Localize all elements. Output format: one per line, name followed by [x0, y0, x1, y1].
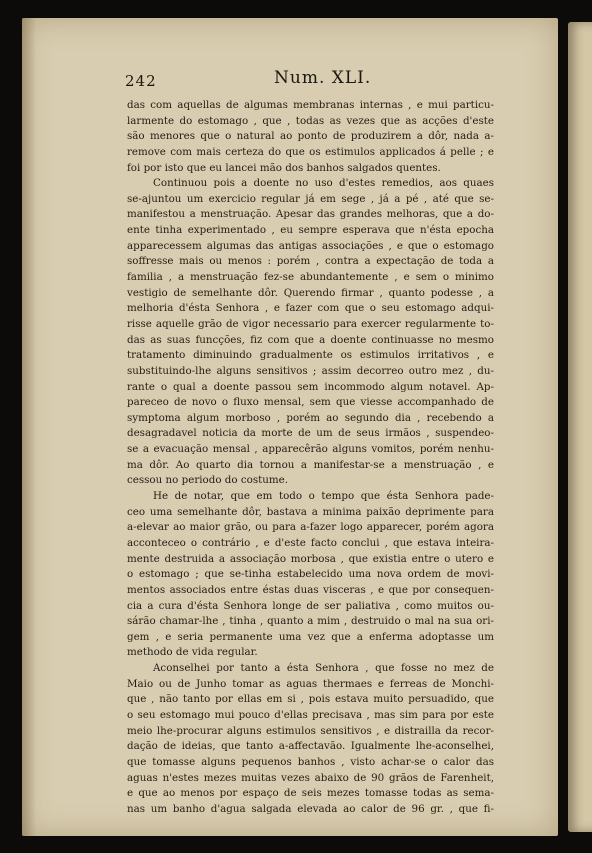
text-line: a-elevar ao maior grão, ou para a-fazer logo apparecer, porém agora — [127, 521, 494, 534]
text-line: são menores que o natural ao ponto de produzirem a dôr, nada a- — [127, 130, 494, 143]
text-line: cessou no periodo do costume. — [127, 474, 289, 487]
text-line: melhoria d'ésta Senhora , e fazer com que o seu estomago adqui- — [127, 302, 494, 315]
gutter-shadow — [22, 18, 36, 836]
text-line: manifestou a menstruação. Apesar das grandes melhoras, que a do- — [127, 208, 494, 221]
text-line: cia a cura d'ésta Senhora longe de ser paliativa , como muitos ou- — [127, 599, 494, 612]
text-line: ente tinha experimentado , eu sempre esperava que n'ésta epocha — [127, 224, 494, 237]
text-line: symptoma algum morboso , porém ao segundo dia , recebendo a — [127, 411, 494, 424]
text-line: sárão chamar-lhe , tinha , quanto a mim , destruido o mal na sua ori- — [127, 615, 494, 628]
text-line: larmente do estomago , que , todas as vezes que as acções d'este — [127, 114, 494, 127]
text-line: He de notar, que em todo o tempo que ésta Senhora pade- — [153, 490, 494, 503]
text-line: das com aquellas de algumas membranas internas , e mui particu- — [127, 99, 494, 111]
text-line: se a evacuação mensal , apparecêrão alguns vomitos, porém nenhu- — [127, 443, 494, 456]
text-line: acconteceo o contrário , e d'este facto conclui , que estava inteira- — [127, 536, 494, 549]
text-line: substituindo-lhe alguns sensitivos ; assim decorreo outro mez , du- — [127, 364, 494, 377]
text-line: pareceo de novo o fluxo mensal, sem que viesse accompanhado de — [127, 396, 494, 409]
text-line: apparecessem algumas das antigas associações , e que o estomago — [127, 239, 494, 252]
running-title: Num. XLI. — [274, 68, 372, 88]
text-line: Continuou pois a doente no uso d'estes remedios, aos quaes — [153, 177, 494, 190]
text-line: aguas n'estes mezes muitas vezes abaixo de 90 grãos de Farenheit, — [127, 771, 494, 784]
text-line: familia , a menstruação fez-se abundantemente , e sem o minimo — [127, 271, 494, 284]
text-line: nas um banho d'agua salgada elevada ao calor de 96 gr. , que fi- — [127, 802, 494, 815]
text-line: Maio ou de Junho tomar as aguas thermaes e ferreas de Monchi- — [127, 677, 494, 690]
text-line: que , não tanto por ellas em si , pois estava muito persuadido, que — [127, 693, 494, 706]
text-line: o estomago ; que se-tinha estabelecido uma nova ordem de movi- — [127, 568, 494, 581]
text-line: foi por isto que eu lancei mão dos banhos salgados quentes. — [127, 161, 441, 174]
text-line: remove com mais certeza do que os estimulos applicados á pelle ; e — [127, 145, 494, 158]
text-line: Aconselhei por tanto a ésta Senhora , que fosse no mez de — [153, 662, 494, 675]
text-line: vestigio de semelhante dôr. Querendo firmar , quanto podesse , a — [127, 286, 494, 299]
text-line: mente destruida a associação morbosa , que existia entre o utero e — [127, 552, 494, 565]
text-line: soffresse mais ou menos : porém , contra a expectação de toda a — [127, 255, 494, 268]
text-line: mentos associados entre éstas duas visceras , e que por consequen- — [127, 583, 494, 596]
text-line: e que ao menos por espaço de seis mezes tomasse todas as sema- — [127, 787, 494, 800]
text-line: se-ajuntou um exercicio regular já em sege , já a pé , até que se- — [127, 192, 494, 205]
text-line: methodo de vida regular. — [127, 646, 258, 659]
body-text — [127, 98, 494, 817]
text-line: dação de ideias, que tanto a-affectavão. Igualmente lhe-aconselhei, — [127, 740, 494, 753]
text-line: desagradavel noticia da morte de um de seus irmãos , suspendeo- — [127, 427, 494, 440]
text-line: que tomasse alguns pequenos banhos , visto achar-se o calor das — [127, 755, 494, 768]
page-number: 242 — [125, 72, 157, 90]
text-line: o seu estomago mui pouco d'ellas precisava , mas sim para por este — [127, 708, 494, 721]
text-line: rante o qual a doente passou sem incommodo algum notavel. Ap- — [127, 380, 494, 393]
text-line: gem , e seria permanente uma vez que a enferma adoptasse um — [127, 630, 494, 643]
text-line: das as suas funcções, fiz com que a doente continuasse no mesmo — [127, 333, 494, 346]
text-line: risse aquelle grão de vigor necessario para exercer regularmente to- — [127, 317, 494, 330]
text-line: ma dôr. Ao quarto dia tornou a manifestar-se a menstruação , e — [127, 458, 494, 471]
facing-page-edge — [568, 22, 592, 832]
text-line: tratamento diminuindo gradualmente os estimulos irritativos , e — [127, 349, 494, 362]
text-line: meio lhe-procurar alguns estimulos sensitivos , e distrailla da recor- — [127, 724, 494, 737]
text-line: ceo uma semelhante dôr, bastava a minima paixão deprimente para — [127, 505, 494, 518]
